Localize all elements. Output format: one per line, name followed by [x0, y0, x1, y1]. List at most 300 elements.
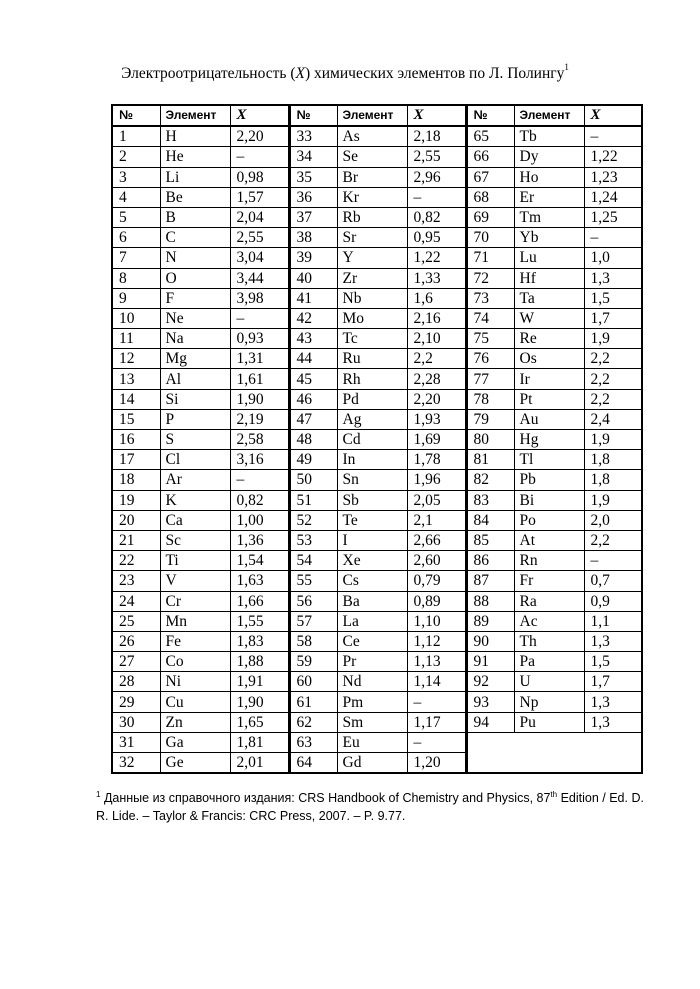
cell-element: Tc — [337, 329, 407, 349]
cell-x: 2,4 — [584, 409, 642, 429]
cell-x: 2,2 — [407, 349, 466, 369]
cell-x: 2,58 — [230, 430, 289, 450]
cell-x: 1,22 — [407, 248, 466, 268]
cell-x: 0,82 — [407, 207, 466, 227]
cell-number: 66 — [466, 147, 514, 167]
cell-element: Np — [514, 692, 584, 712]
cell-x: 2,10 — [407, 329, 466, 349]
header-x: X — [584, 105, 642, 126]
cell-number: 73 — [466, 288, 514, 308]
cell-element: Ba — [337, 591, 407, 611]
cell-number: 25 — [112, 611, 160, 631]
cell-x: 1,65 — [230, 712, 289, 732]
cell-element: In — [337, 450, 407, 470]
cell-number: 59 — [289, 652, 337, 672]
cell-number: 1 — [112, 126, 160, 147]
cell-number: 70 — [466, 228, 514, 248]
cell-element: Be — [160, 187, 230, 207]
cell-number: 22 — [112, 551, 160, 571]
cell-number: 48 — [289, 430, 337, 450]
cell-element: Ga — [160, 732, 230, 752]
table-row — [112, 430, 642, 450]
cell-x: 2,20 — [407, 389, 466, 409]
cell-element: Th — [514, 631, 584, 651]
cell-x: 1,24 — [584, 187, 642, 207]
cell-x: 2,55 — [230, 228, 289, 248]
cell-element: N — [160, 248, 230, 268]
cell-element: P — [160, 409, 230, 429]
table-row — [112, 591, 642, 611]
table-row — [112, 389, 642, 409]
table-row — [112, 329, 642, 349]
cell-number: 45 — [289, 369, 337, 389]
cell-number: 19 — [112, 490, 160, 510]
cell-number: 55 — [289, 571, 337, 591]
electronegativity-table — [111, 104, 643, 774]
cell-number: 27 — [112, 652, 160, 672]
cell-element: As — [337, 126, 407, 147]
cell-number: 28 — [112, 672, 160, 692]
cell-element: F — [160, 288, 230, 308]
cell-x: – — [407, 187, 466, 207]
cell-x: 1,31 — [230, 349, 289, 369]
cell-x: 1,8 — [584, 450, 642, 470]
cell-number: 40 — [289, 268, 337, 288]
cell-x: 1,9 — [584, 329, 642, 349]
cell-x: 2,05 — [407, 490, 466, 510]
cell-x: 1,22 — [584, 147, 642, 167]
cell-x: 3,04 — [230, 248, 289, 268]
table-row — [112, 268, 642, 288]
cell-number: 8 — [112, 268, 160, 288]
header-element: Элемент — [514, 105, 584, 126]
cell-x: 2,2 — [584, 369, 642, 389]
cell-element: Cu — [160, 692, 230, 712]
cell-element: Ta — [514, 288, 584, 308]
cell-number: 83 — [466, 490, 514, 510]
header-element: Элемент — [160, 105, 230, 126]
cell-number: 78 — [466, 389, 514, 409]
cell-number: 24 — [112, 591, 160, 611]
table-row — [112, 571, 642, 591]
table-row — [112, 409, 642, 429]
cell-number: 34 — [289, 147, 337, 167]
cell-element: Hg — [514, 430, 584, 450]
cell-x: 2,20 — [230, 126, 289, 147]
cell-number: 35 — [289, 167, 337, 187]
cell-x: 2,1 — [407, 510, 466, 530]
table-row — [112, 732, 642, 752]
cell-element: Ac — [514, 611, 584, 631]
cell-x: 2,16 — [407, 308, 466, 328]
cell-x: 2,04 — [230, 207, 289, 227]
cell-number: 10 — [112, 308, 160, 328]
cell-x: 2,96 — [407, 167, 466, 187]
cell-x: 3,44 — [230, 268, 289, 288]
table-row — [112, 207, 642, 227]
cell-element: Tm — [514, 207, 584, 227]
cell-element: He — [160, 147, 230, 167]
cell-x: 1,66 — [230, 591, 289, 611]
cell-element: Si — [160, 389, 230, 409]
cell-x: 1,6 — [407, 288, 466, 308]
cell-number: 51 — [289, 490, 337, 510]
cell-x: – — [230, 308, 289, 328]
table-row — [112, 187, 642, 207]
cell-number: 82 — [466, 470, 514, 490]
cell-number: 79 — [466, 409, 514, 429]
cell-x: 2,2 — [584, 389, 642, 409]
cell-number: 49 — [289, 450, 337, 470]
cell-x: 1,88 — [230, 652, 289, 672]
cell-x: 2,60 — [407, 551, 466, 571]
cell-x: 0,89 — [407, 591, 466, 611]
cell-number: 46 — [289, 389, 337, 409]
cell-number: 54 — [289, 551, 337, 571]
cell-element: Fe — [160, 631, 230, 651]
cell-element: Po — [514, 510, 584, 530]
cell-element: Ag — [337, 409, 407, 429]
cell-x: 1,33 — [407, 268, 466, 288]
cell-element: Ar — [160, 470, 230, 490]
cell-x: 1,36 — [230, 530, 289, 550]
cell-number: 30 — [112, 712, 160, 732]
cell-x: 1,90 — [230, 692, 289, 712]
table-body — [112, 105, 642, 773]
cell-number: 77 — [466, 369, 514, 389]
cell-x: – — [230, 147, 289, 167]
cell-element: Hf — [514, 268, 584, 288]
header-number: № — [112, 105, 160, 126]
cell-number: 43 — [289, 329, 337, 349]
table-row — [112, 672, 642, 692]
table-row — [112, 349, 642, 369]
cell-element: Pa — [514, 652, 584, 672]
cell-number: 13 — [112, 369, 160, 389]
table-row — [112, 308, 642, 328]
cell-x: 2,01 — [230, 753, 289, 774]
table-row — [112, 692, 642, 712]
cell-number: 71 — [466, 248, 514, 268]
cell-x: – — [584, 551, 642, 571]
cell-number: 61 — [289, 692, 337, 712]
title-text: Электроотрицательность ( — [121, 65, 296, 83]
cell-x: 1,90 — [230, 389, 289, 409]
table-row — [112, 611, 642, 631]
cell-number: 38 — [289, 228, 337, 248]
cell-number: 81 — [466, 450, 514, 470]
cell-element: Yb — [514, 228, 584, 248]
cell-x: 1,12 — [407, 631, 466, 651]
title-footnote-mark: 1 — [564, 62, 569, 72]
cell-element: Al — [160, 369, 230, 389]
cell-x: 1,7 — [584, 308, 642, 328]
cell-number: 7 — [112, 248, 160, 268]
cell-element: Te — [337, 510, 407, 530]
cell-number: 89 — [466, 611, 514, 631]
cell-number: 2 — [112, 147, 160, 167]
cell-x: 0,95 — [407, 228, 466, 248]
cell-element: Mo — [337, 308, 407, 328]
cell-number: 63 — [289, 732, 337, 752]
cell-number: 56 — [289, 591, 337, 611]
cell-element: Ge — [160, 753, 230, 774]
cell-x: 1,57 — [230, 187, 289, 207]
cell-number: 57 — [289, 611, 337, 631]
cell-element: Li — [160, 167, 230, 187]
table-row — [112, 369, 642, 389]
table-row — [112, 450, 642, 470]
cell-number: 33 — [289, 126, 337, 147]
table-row — [112, 490, 642, 510]
cell-element: Rb — [337, 207, 407, 227]
cell-x: 1,10 — [407, 611, 466, 631]
cell-element: Sc — [160, 530, 230, 550]
cell-number: 80 — [466, 430, 514, 450]
cell-x: 1,61 — [230, 369, 289, 389]
cell-number: 11 — [112, 329, 160, 349]
cell-x: 1,14 — [407, 672, 466, 692]
cell-number: 32 — [112, 753, 160, 774]
cell-x: – — [407, 692, 466, 712]
cell-element: Os — [514, 349, 584, 369]
table-row — [112, 228, 642, 248]
cell-x: 2,28 — [407, 369, 466, 389]
cell-x: 2,18 — [407, 126, 466, 147]
table-row — [112, 147, 642, 167]
cell-x: 2,0 — [584, 510, 642, 530]
cell-number: 92 — [466, 672, 514, 692]
cell-number: 62 — [289, 712, 337, 732]
cell-number: 15 — [112, 409, 160, 429]
cell-number: 69 — [466, 207, 514, 227]
cell-element: Dy — [514, 147, 584, 167]
cell-element: Cs — [337, 571, 407, 591]
cell-number: 39 — [289, 248, 337, 268]
cell-element: S — [160, 430, 230, 450]
cell-x: 1,3 — [584, 268, 642, 288]
cell-x: 1,25 — [584, 207, 642, 227]
cell-number: 4 — [112, 187, 160, 207]
cell-x: 1,8 — [584, 470, 642, 490]
cell-element: Zn — [160, 712, 230, 732]
cell-x: 1,9 — [584, 430, 642, 450]
footnote-mark: 1 — [96, 790, 101, 799]
cell-element: Ru — [337, 349, 407, 369]
cell-x: 1,54 — [230, 551, 289, 571]
cell-x: 1,78 — [407, 450, 466, 470]
cell-x: 0,98 — [230, 167, 289, 187]
cell-x: 1,13 — [407, 652, 466, 672]
cell-x: 1,23 — [584, 167, 642, 187]
cell-number: 17 — [112, 450, 160, 470]
header-element: Элемент — [337, 105, 407, 126]
cell-number: 12 — [112, 349, 160, 369]
cell-number: 3 — [112, 167, 160, 187]
cell-x: 1,3 — [584, 631, 642, 651]
cell-x: 1,9 — [584, 490, 642, 510]
cell-number: 85 — [466, 530, 514, 550]
cell-number: 14 — [112, 389, 160, 409]
cell-number: 67 — [466, 167, 514, 187]
cell-element: W — [514, 308, 584, 328]
cell-element: Ra — [514, 591, 584, 611]
cell-x: 1,83 — [230, 631, 289, 651]
cell-x: 3,98 — [230, 288, 289, 308]
table-row — [112, 288, 642, 308]
cell-element: Pd — [337, 389, 407, 409]
cell-x: – — [584, 228, 642, 248]
cell-element: K — [160, 490, 230, 510]
cell-number: 52 — [289, 510, 337, 530]
cell-x: 1,91 — [230, 672, 289, 692]
cell-number: 18 — [112, 470, 160, 490]
footnote — [96, 786, 656, 825]
cell-x: 1,1 — [584, 611, 642, 631]
cell-number: 58 — [289, 631, 337, 651]
cell-element: Re — [514, 329, 584, 349]
cell-x: – — [584, 126, 642, 147]
cell-x: 1,5 — [584, 652, 642, 672]
table-row — [112, 712, 642, 732]
cell-number: 68 — [466, 187, 514, 207]
cell-element: Sr — [337, 228, 407, 248]
cell-x: 0,82 — [230, 490, 289, 510]
cell-element: Ho — [514, 167, 584, 187]
cell-x: 0,79 — [407, 571, 466, 591]
cell-x: 1,96 — [407, 470, 466, 490]
cell-x: 2,2 — [584, 530, 642, 550]
cell-x: 1,17 — [407, 712, 466, 732]
cell-number: 21 — [112, 530, 160, 550]
cell-x: 1,7 — [584, 672, 642, 692]
table-row — [112, 470, 642, 490]
cell-x: 1,00 — [230, 510, 289, 530]
cell-number: 75 — [466, 329, 514, 349]
cell-number: 47 — [289, 409, 337, 429]
cell-element: Au — [514, 409, 584, 429]
cell-element: I — [337, 530, 407, 550]
cell-element: Pm — [337, 692, 407, 712]
cell-number: 88 — [466, 591, 514, 611]
cell-number: 5 — [112, 207, 160, 227]
cell-x: 0,93 — [230, 329, 289, 349]
cell-element: Tl — [514, 450, 584, 470]
cell-element: Kr — [337, 187, 407, 207]
cell-element: Nb — [337, 288, 407, 308]
cell-element: U — [514, 672, 584, 692]
cell-number: 9 — [112, 288, 160, 308]
cell-element: Er — [514, 187, 584, 207]
cell-element: Co — [160, 652, 230, 672]
cell-number: 64 — [289, 753, 337, 774]
cell-number: 60 — [289, 672, 337, 692]
cell-number: 94 — [466, 712, 514, 732]
cell-x: 2,55 — [407, 147, 466, 167]
cell-number: 72 — [466, 268, 514, 288]
table-header-row — [112, 105, 642, 126]
cell-element: Mg — [160, 349, 230, 369]
cell-number: 87 — [466, 571, 514, 591]
table-row — [112, 652, 642, 672]
cell-number: 42 — [289, 308, 337, 328]
table-row — [112, 530, 642, 550]
cell-element: Sm — [337, 712, 407, 732]
cell-element: H — [160, 126, 230, 147]
cell-element: Xe — [337, 551, 407, 571]
header-number: № — [466, 105, 514, 126]
cell-number: 41 — [289, 288, 337, 308]
cell-x: 3,16 — [230, 450, 289, 470]
cell-element: Gd — [337, 753, 407, 774]
cell-element: B — [160, 207, 230, 227]
cell-x: 1,20 — [407, 753, 466, 774]
cell-element: Ce — [337, 631, 407, 651]
cell-element: Ir — [514, 369, 584, 389]
cell-element: Mn — [160, 611, 230, 631]
cell-number: 84 — [466, 510, 514, 530]
cell-x: 1,3 — [584, 712, 642, 732]
cell-element: Ca — [160, 510, 230, 530]
cell-element: Eu — [337, 732, 407, 752]
cell-element: Ni — [160, 672, 230, 692]
cell-number: 36 — [289, 187, 337, 207]
footnote-edition-sup: th — [550, 790, 558, 799]
cell-element: Br — [337, 167, 407, 187]
cell-element: Pt — [514, 389, 584, 409]
cell-x: – — [230, 470, 289, 490]
header-x: X — [407, 105, 466, 126]
cell-number: 53 — [289, 530, 337, 550]
cell-element: Cr — [160, 591, 230, 611]
cell-number: 6 — [112, 228, 160, 248]
cell-element: Y — [337, 248, 407, 268]
cell-element: Zr — [337, 268, 407, 288]
cell-element: Lu — [514, 248, 584, 268]
cell-number: 23 — [112, 571, 160, 591]
cell-element: V — [160, 571, 230, 591]
cell-element: Rh — [337, 369, 407, 389]
table-row — [112, 167, 642, 187]
cell-x: – — [407, 732, 466, 752]
cell-element: Tb — [514, 126, 584, 147]
cell-element: Rn — [514, 551, 584, 571]
cell-x: 1,69 — [407, 430, 466, 450]
cell-x: 1,81 — [230, 732, 289, 752]
footnote-text-end: Edition / Ed. D. R. Lide. – Taylor & Francis: CRC Press, 2007. – P. 9.77. — [96, 791, 644, 824]
cell-x: 1,3 — [584, 692, 642, 712]
cell-element: Bi — [514, 490, 584, 510]
cell-number: 65 — [466, 126, 514, 147]
table-row — [112, 510, 642, 530]
cell-element: Pr — [337, 652, 407, 672]
cell-element: La — [337, 611, 407, 631]
cell-element: Na — [160, 329, 230, 349]
cell-element: O — [160, 268, 230, 288]
cell-number: 90 — [466, 631, 514, 651]
cell-element: Sb — [337, 490, 407, 510]
cell-x: 1,63 — [230, 571, 289, 591]
cell-x: 0,9 — [584, 591, 642, 611]
table-row — [112, 631, 642, 651]
cell-element: Fr — [514, 571, 584, 591]
cell-number: 76 — [466, 349, 514, 369]
cell-x: 2,2 — [584, 349, 642, 369]
header-number: № — [289, 105, 337, 126]
cell-number: 86 — [466, 551, 514, 571]
cell-element: Cd — [337, 430, 407, 450]
cell-x: 1,55 — [230, 611, 289, 631]
